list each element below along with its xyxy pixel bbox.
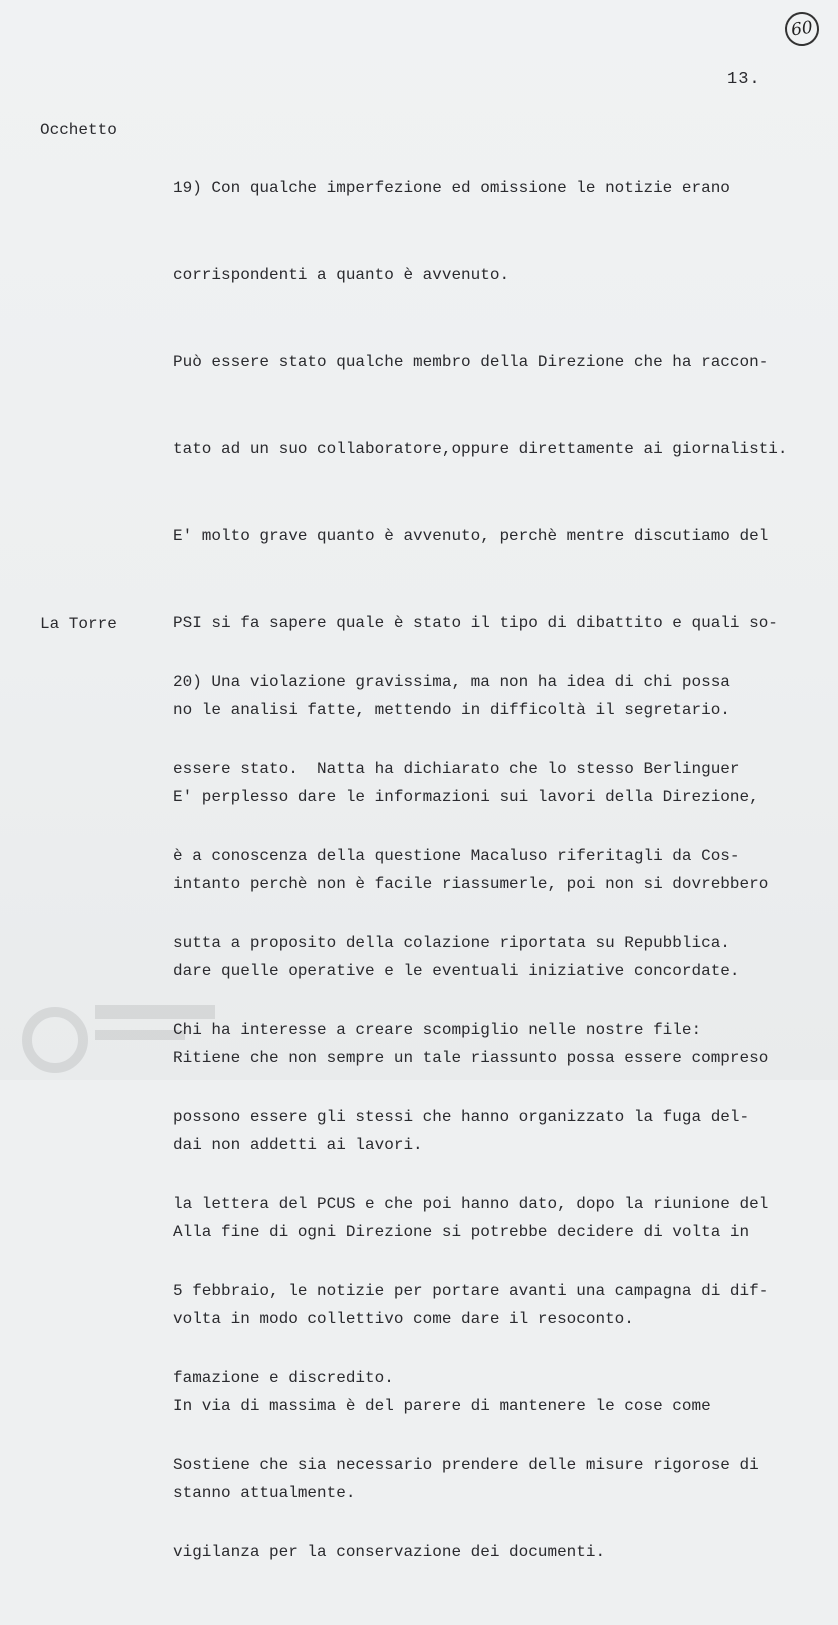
page-number: 13. [727,70,761,89]
text-line: corrispondenti a quanto è avvenuto. [173,266,510,284]
text-line: la lettera del PCUS e che poi hanno dato, dopo la riunione del [173,1195,769,1213]
text-line: Ritiene che non sempre un tale riassunto possa essere compreso [173,1049,769,1067]
text-line: volta in modo collettivo come dare il resoconto. [173,1310,634,1328]
entry-text [173,610,823,1625]
text-line: è a conoscenza della questione Macaluso riferitagli da Cos- [173,847,740,865]
text-line: dare quelle operative e le eventuali iniziative concordate. [173,962,740,980]
text-line: essere stato. Natta ha dichiarato che lo stesso Berlinguer [173,760,740,778]
archive-number: 60 [789,17,815,41]
text-line: vigilanza per la conservazione dei documenti. [173,1543,606,1561]
text-line: possono essere gli stessi che hanno organizzato la fuga del- [173,1108,750,1126]
archive-number-stamp [783,10,821,48]
text-line: PSI si fa sapere quale è stato il tipo di dibattito e quali so- [173,614,778,632]
text-line: tato ad un suo collaboratore,oppure direttamente ai giornalisti. [173,440,788,458]
text-line: 20) Una violazione gravissima, ma non ha idea di chi possa [173,673,730,691]
text-line: no le analisi fatte, mettendo in difficoltà il segretario. [173,701,730,719]
text-line: intanto perchè non è facile riassumerle, poi non si dovrebbero [173,875,769,893]
text-line: famazione e discredito. [173,1369,394,1387]
text-line: Chi ha interesse a creare scompiglio nelle nostre file: [173,1021,702,1039]
speaker-name: Occhetto [40,121,117,139]
text-line: stanno attualmente. [173,1484,356,1502]
text-line: dai non addetti ai lavori. [173,1136,423,1154]
text-line: In via di massima è del parere di mantenere le cose come [173,1397,711,1415]
text-line: Sostiene che sia necessario prendere delle misure rigorose di [173,1456,759,1474]
text-line: Può essere stato qualche membro della Direzione che ha raccon- [173,353,769,371]
text-line: sutta a proposito della colazione riportata su Repubblica. [173,934,730,952]
text-line: 19) Con qualche imperfezione ed omissione le notizie erano [173,179,730,197]
text-line: 5 febbraio, le notizie per portare avanti una campagna di dif- [173,1282,769,1300]
text-line: E' perplesso dare le informazioni sui lavori della Direzione, [173,788,759,806]
faded-watermark-logo [10,985,230,1075]
speaker-name: La Torre [40,615,117,633]
text-line: Alla fine di ogni Direzione si potrebbe decidere di volta in [173,1223,750,1241]
text-line: E' molto grave quanto è avvenuto, perchè mentre discutiamo del [173,527,769,545]
